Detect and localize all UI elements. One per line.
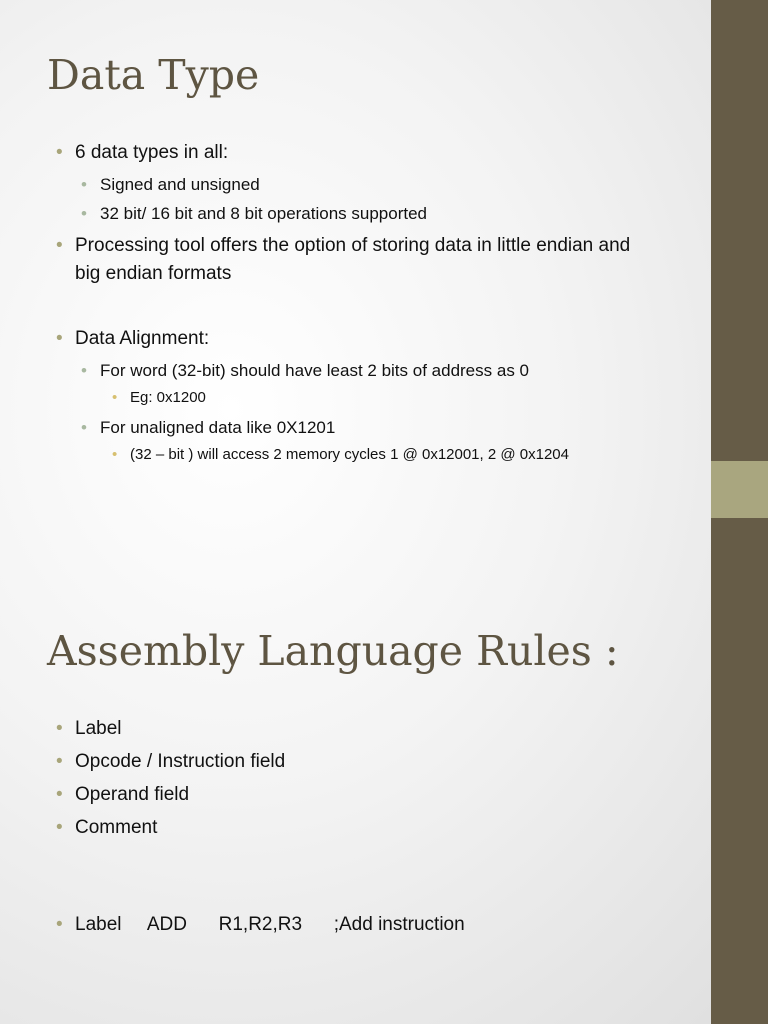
sidebar-accent <box>711 461 768 518</box>
slide-title-assembly-rules: Assembly Language Rules : <box>47 627 619 675</box>
sub-sub-bullet-example: • Eg: 0x1200 <box>130 389 206 406</box>
bullet-operand: • Operand field <box>75 784 189 806</box>
slide-title-data-type: Data Type <box>47 51 260 99</box>
bullet-data-alignment: • Data Alignment: <box>75 328 209 350</box>
sub-bullet-word-alignment: • For word (32-bit) should have least 2 bits of address as 0 <box>100 361 529 381</box>
sub-bullet-bit-ops: • 32 bit/ 16 bit and 8 bit operations supported <box>100 204 427 224</box>
sub-bullet-unaligned: • For unaligned data like 0X1201 <box>100 418 335 438</box>
bullet-opcode: • Opcode / Instruction field <box>75 751 285 773</box>
bullet-endian: • Processing tool offers the option of storing data in little endian and big endian formats <box>75 232 635 288</box>
bullet-data-types: • 6 data types in all: <box>75 142 228 164</box>
sub-bullet-signed: • Signed and unsigned <box>100 175 260 195</box>
bullet-label: • Label <box>75 718 122 740</box>
bullet-example-instruction: • Label ADD R1,R2,R3 ;Add instruction <box>75 914 465 936</box>
sub-sub-bullet-memory-cycles: • (32 – bit ) will access 2 memory cycles 1 @ 0x12001, 2 @ 0x1204 <box>130 446 569 463</box>
bullet-comment: • Comment <box>75 817 157 839</box>
